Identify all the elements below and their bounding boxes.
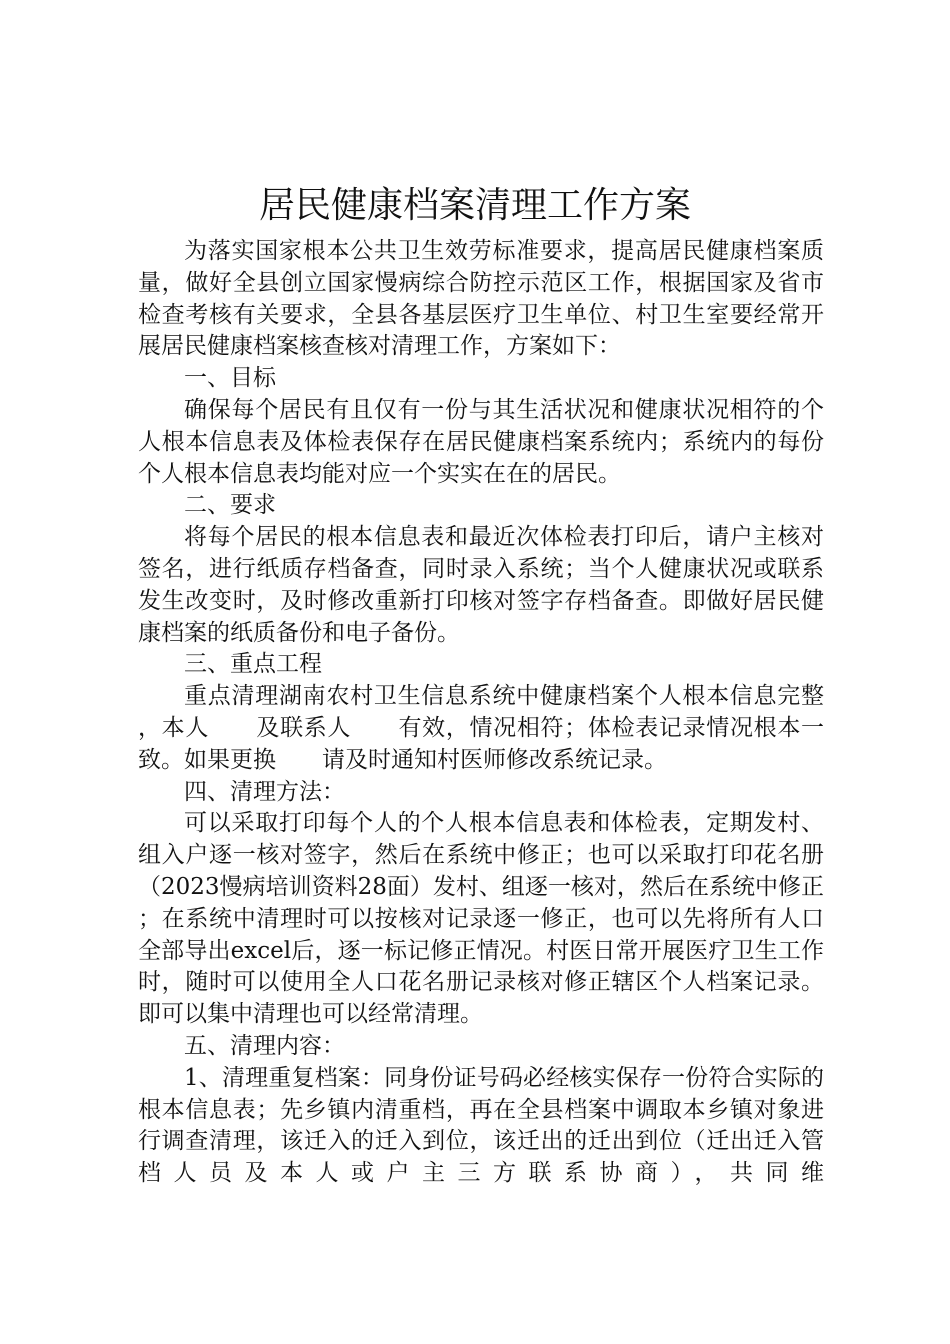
intro-paragraph: 为落实国家根本公共卫生效劳标准要求，提高居民健康档案质量，做好全县创立国家慢病综合防控示范区工作，根据国家及省市检查考核有关要求，全县各基层医疗卫生单位、村卫生室要经常开展居民健康档案核查核对清理工作，方案如下： [138,238,824,360]
section-text-key-projects: 重点清理湖南农村卫生信息系统中健康档案个人根本信息完整，本人 及联系人 有效，情况相符；体检表记录情况根本一致。如果更换 请及时通知村医师修改系统记录。 [138,683,824,773]
section-heading-methods: 四、清理方法： [184,778,345,805]
document-body [138,236,870,1190]
section-text-methods: 可以采取打印每个人的个人根本信息表和体检表，定期发村、组入户逐一核对签字，然后在系统中修正；也可以采取打印花名册（2023慢病培训资料28面）发村、组逐一核对，然后在系统中修正；在系统中清理时可以按核对记录逐一修正，也可以先将所有人口全部导出excel后，逐一标记修正情况。村医日常开展医疗卫生工作时，随时可以使用全人口花名册记录核对修正辖区个人档案记录。即可以集中清理也可以经常清理。 [138,810,824,1028]
section-heading-key-projects: 三、重点工程 [184,651,322,678]
section-text-goal: 确保每个居民有且仅有一份与其生活状况和健康状况相符的个人根本信息表及体检表保存在居民健康档案系统内；系统内的每份个人根本信息表均能对应一个实实在在的居民。 [138,396,824,487]
document-title: 居民健康档案清理工作方案 [258,185,691,226]
section-heading-content: 五、清理内容： [184,1032,345,1059]
section-text-requirements: 将每个居民的根本信息表和最近次体检表打印后，请户主核对签名，进行纸质存档备查，同时录入系统；当个人健康状况或联系 发生改变时，及时修改重新打印核对签字存档备查。即做好居民健康档案的纸质备份和电子备份。 [138,524,870,646]
section-heading-requirements: 二、要求 [184,492,276,519]
section-text-content: 1、清理重复档案：同身份证号码必经核实保存一份符合实际的根本信息表；先乡镇内清重档，再在全县档案中调取本乡镇对象进行调查清理，该迁入的迁入到位，该迁出的迁出到位（迁出迁入管档人员及本人或户主三方联系协商），共同维 [138,1064,824,1187]
section-heading-goal: 一、目标 [184,365,276,392]
